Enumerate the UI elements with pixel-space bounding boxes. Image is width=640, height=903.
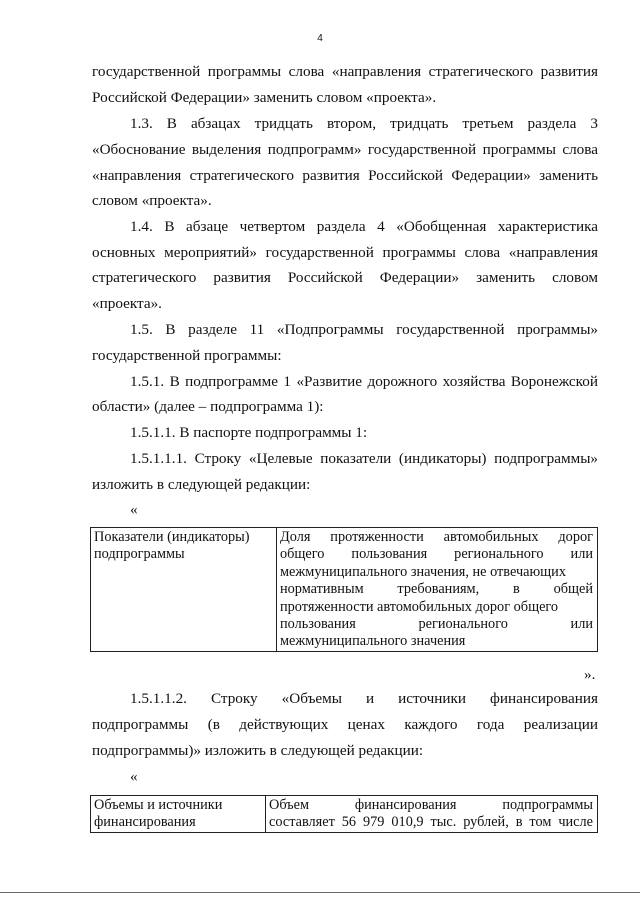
page-number: 4	[317, 33, 323, 44]
cell-line: межмуниципального значения	[280, 633, 466, 650]
paragraph-line: словом «проекта».	[92, 192, 212, 209]
targets-table	[90, 527, 598, 652]
paragraph-line: 1.4. В абзаце четвертом раздела 4 «Обобщенная характеристика	[130, 218, 598, 235]
paragraph-line: подпрограммы (в действующих ценах каждого года реализации	[92, 716, 598, 733]
paragraph-line: изложить в следующей редакции:	[92, 476, 311, 493]
paragraph-line: государственной программы:	[92, 347, 282, 364]
table-value-cell	[277, 528, 598, 652]
cell-line: межмуниципального значения, не отвечающих	[280, 563, 566, 580]
financing-table	[90, 795, 598, 833]
paragraph-line: Российской Федерации» заменить словом «проекта».	[92, 89, 437, 106]
cell-line: общего пользования регионального или	[280, 546, 593, 563]
paragraph-line: 1.5.1.1.1. Строку «Целевые показатели (индикаторы) подпрограммы»	[130, 450, 598, 467]
paragraph-line: 1.5.1. В подпрограмме 1 «Развитие дорожного хозяйства Воронежской	[130, 373, 598, 390]
paragraph-line: области» (далее – подпрограмма 1):	[92, 398, 324, 415]
paragraph-line: «направления стратегического развития Российской Федерации» заменить	[92, 167, 598, 184]
paragraph-line: государственной программы слова «направления стратегического развития	[92, 63, 598, 80]
opening-quote: «	[130, 768, 138, 785]
paragraph-line: 1.3. В абзацах тридцать втором, тридцать третьем раздела 3	[130, 115, 598, 132]
cell-line: Показатели (индикаторы)	[94, 529, 250, 545]
cell-line: Доля протяженности автомобильных дорог	[280, 529, 593, 545]
table-label-cell	[91, 796, 266, 833]
paragraph-line: 1.5.1.1.2. Строку «Объемы и источники финансирования	[130, 690, 598, 707]
page-bottom-rule	[0, 892, 640, 893]
table-row	[91, 796, 598, 833]
cell-line: финансирования	[94, 814, 196, 831]
table-value-cell	[266, 796, 598, 833]
opening-quote: «	[130, 501, 138, 518]
paragraph-line: стратегического развития Российской Федерации» заменить словом	[92, 269, 598, 286]
cell-line: пользования регионального или	[280, 616, 593, 633]
cell-line: подпрограммы	[94, 546, 185, 563]
cell-line: Объемы и источники	[94, 797, 223, 813]
paragraph-line: основных мероприятий» государственной программы слова «направления	[92, 244, 598, 261]
cell-line: Объем финансирования подпрограммы	[269, 797, 593, 813]
paragraph-line: подпрограммы)» изложить в следующей редакции:	[92, 742, 424, 759]
paragraph-line: «проекта».	[92, 295, 162, 312]
paragraph-line: «Обоснование выделения подпрограмм» государственной программы слова	[92, 141, 598, 158]
table-label-cell	[91, 528, 277, 652]
closing-quote: ».	[584, 666, 596, 683]
cell-line: нормативным требованиям, в общей	[280, 581, 593, 598]
cell-line: протяженности автомобильных дорог общего	[280, 598, 559, 615]
paragraph-line: 1.5.1.1. В паспорте подпрограммы 1:	[130, 424, 368, 441]
table-row	[91, 528, 598, 652]
cell-line: составляет 56 979 010,9 тыс. рублей, в том числе	[269, 814, 593, 831]
paragraph-line: 1.5. В разделе 11 «Подпрограммы государственной программы»	[130, 321, 598, 338]
